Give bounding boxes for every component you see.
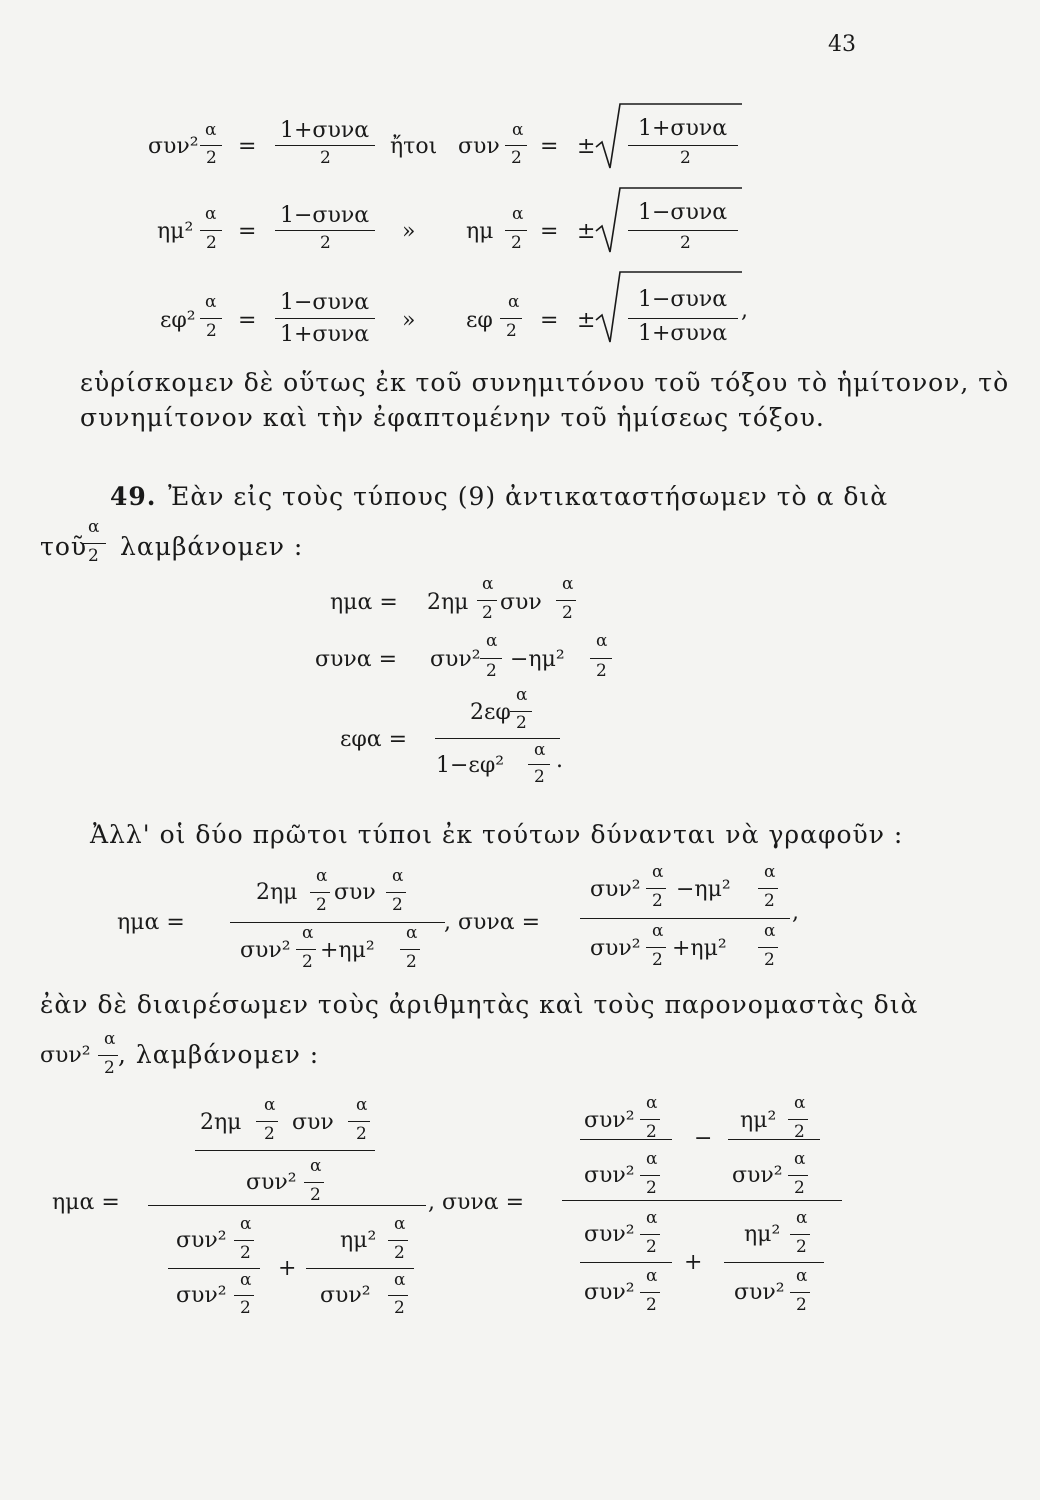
- frac-den: 2: [646, 1237, 657, 1257]
- fraction-bar: [510, 711, 532, 712]
- equals: =: [540, 219, 559, 244]
- fraction-bar: [480, 658, 502, 659]
- frac-den: 2: [534, 767, 545, 787]
- frac-den: 2: [482, 603, 493, 623]
- minus: −: [694, 1126, 713, 1151]
- fraction-bar: [788, 1175, 808, 1176]
- frac-den: 2: [796, 1295, 807, 1315]
- cos-sq: συν²: [584, 1108, 635, 1133]
- two-sin: 2ημ: [427, 590, 469, 615]
- frac-num: α: [264, 1095, 276, 1115]
- fraction-bar: [505, 145, 527, 146]
- frac-den: 2: [596, 661, 607, 681]
- fraction-bar: [388, 1295, 408, 1296]
- cos-sq: συν²: [240, 938, 291, 963]
- fraction-bar: [556, 600, 576, 601]
- cos-sq: συν²: [584, 1163, 635, 1188]
- frac-num: α: [794, 1093, 806, 1113]
- frac-num: α: [534, 740, 546, 760]
- two-sin: 2ημ: [200, 1110, 242, 1135]
- radicand-denominator: 2: [680, 148, 691, 168]
- frac-num: α: [205, 204, 217, 224]
- frac-den: 2: [394, 1243, 405, 1263]
- sin-a-lhs-3: ημα =: [52, 1190, 120, 1215]
- frac-den: 2: [646, 1178, 657, 1198]
- radicand-denominator: 1+συνα: [638, 321, 728, 346]
- hitoi-word: ἤτοι: [390, 134, 438, 159]
- fraction-bar: [477, 600, 497, 601]
- one-minus-tan-sq: 1−εφ²: [436, 753, 505, 778]
- frac-den: 2: [392, 895, 403, 915]
- denominator: 2: [320, 148, 331, 168]
- frac-num: α: [394, 1270, 406, 1290]
- fraction-bar: [640, 1175, 660, 1176]
- frac-num: α: [652, 921, 664, 941]
- fraction-bar: [256, 1121, 278, 1122]
- cos-sq-term: συν²: [430, 647, 481, 672]
- frac-den: 2: [796, 1237, 807, 1257]
- plus-minus: ±: [577, 219, 596, 244]
- frac-den: 2: [206, 233, 217, 253]
- frac-num: α: [88, 517, 100, 537]
- section-49-line-1: Ἐὰν εἰς τοὺς τύπους (9) ἀντικαταστήσωμεν τὸ α διὰ: [168, 482, 889, 511]
- frac-num: α: [205, 292, 217, 312]
- plus: +: [684, 1250, 703, 1275]
- fraction-bar: [580, 1262, 672, 1263]
- frac-num: α: [794, 1149, 806, 1169]
- fraction-bar: [275, 318, 375, 319]
- fraction-bar: [275, 230, 375, 231]
- frac-num: α: [482, 574, 494, 594]
- frac-den: 2: [240, 1243, 251, 1263]
- fraction-bar: [310, 892, 330, 893]
- fraction-bar: [788, 1119, 808, 1120]
- frac-den: 2: [88, 546, 99, 566]
- frac-den: 2: [394, 1298, 405, 1318]
- section-number: 49.: [110, 482, 157, 511]
- frac-den: 2: [794, 1178, 805, 1198]
- fraction-bar: [306, 1268, 414, 1269]
- cos-sq: συν²: [590, 877, 641, 902]
- cos-half: συν: [458, 134, 500, 159]
- fraction-bar: [758, 947, 778, 948]
- frac-den: 2: [240, 1298, 251, 1318]
- radicand-numerator: 1−συνα: [638, 287, 728, 312]
- fraction-bar: [790, 1234, 810, 1235]
- fraction-bar: [234, 1240, 254, 1241]
- frac-num: α: [764, 862, 776, 882]
- fraction-bar: [505, 230, 527, 231]
- fraction-bar: [348, 1121, 370, 1122]
- fraction-bar: [646, 888, 666, 889]
- frac-den: 2: [652, 891, 663, 911]
- frac-num: α: [652, 862, 664, 882]
- equals: =: [238, 308, 257, 333]
- fraction-bar: [98, 1055, 118, 1056]
- cos-sq: συν²: [320, 1283, 371, 1308]
- cos-sq: συν²: [584, 1222, 635, 1247]
- frac-den: 2: [511, 148, 522, 168]
- frac-num: α: [596, 631, 608, 651]
- plus: +: [278, 1256, 297, 1281]
- fraction-bar: [640, 1234, 660, 1235]
- minus-sin-sq: −ημ²: [510, 647, 565, 672]
- fraction-bar: [296, 949, 316, 950]
- frac-den: 2: [206, 148, 217, 168]
- frac-den: 2: [104, 1058, 115, 1078]
- section-49-tou: τοῦ: [40, 532, 88, 561]
- sin-a-lhs: ημα =: [330, 590, 398, 615]
- frac-den: 2: [264, 1124, 275, 1144]
- fraction-bar: [640, 1292, 660, 1293]
- frac-num: α: [796, 1266, 808, 1286]
- paragraph-3-line-1: ἐὰν δὲ διαιρέσωμεν τοὺς ἀριθμητὰς καὶ τοὺς παρονομαστὰς διὰ: [40, 990, 919, 1019]
- frac-den: 2: [310, 1185, 321, 1205]
- frac-num: α: [316, 866, 328, 886]
- frac-num: α: [512, 204, 524, 224]
- fraction-bar: [304, 1182, 324, 1183]
- frac-num: α: [302, 923, 314, 943]
- frac-den: 2: [764, 891, 775, 911]
- main-fraction-bar: [148, 1205, 426, 1206]
- main-fraction-bar: [435, 738, 560, 739]
- frac-den: 2: [562, 603, 573, 623]
- numerator: 1−συνα: [280, 203, 370, 228]
- paragraph-2: Ἀλλ' οἱ δύο πρῶτοι τύποι ἐκ τούτων δύνανται νὰ γραφοῦν :: [90, 820, 904, 849]
- frac-den: 2: [764, 950, 775, 970]
- frac-num: α: [796, 1208, 808, 1228]
- main-fraction-bar: [580, 918, 790, 919]
- equals: =: [238, 134, 257, 159]
- frac-num: α: [646, 1266, 658, 1286]
- radicand-numerator: 1+συνα: [638, 116, 728, 141]
- frac-den: 2: [794, 1122, 805, 1142]
- plus-sin-sq: +ημ²: [320, 938, 375, 963]
- cos-sq: συν²: [246, 1170, 297, 1195]
- frac-num: α: [512, 120, 524, 140]
- paragraph-3-line-2: , λαμβάνομεν :: [118, 1040, 320, 1069]
- cos-term: συν: [500, 590, 542, 615]
- frac-num: α: [486, 631, 498, 651]
- fraction-bar: [640, 1119, 660, 1120]
- two-tan: 2εφ: [470, 700, 511, 725]
- cos-sq: συν²: [176, 1283, 227, 1308]
- frac-num: α: [646, 1093, 658, 1113]
- frac-num: α: [104, 1029, 116, 1049]
- fraction-bar: [590, 658, 612, 659]
- frac-num: α: [516, 685, 528, 705]
- frac-num: α: [406, 923, 418, 943]
- comma: ,: [741, 298, 748, 323]
- cos-sq: συν²: [590, 936, 641, 961]
- sin-sq: ημ²: [340, 1228, 377, 1253]
- radicand-numerator: 1−συνα: [638, 200, 728, 225]
- page-number: 43: [828, 32, 856, 57]
- fraction-bar: [790, 1292, 810, 1293]
- fraction-bar: [200, 145, 222, 146]
- minus-sin-sq: −ημ²: [676, 877, 731, 902]
- tan-a-lhs: εφα =: [340, 727, 408, 752]
- tan-sq-lhs: εφ²: [160, 308, 196, 333]
- fraction-bar: [82, 543, 106, 544]
- section-49-lambanomen: λαμβάνομεν :: [120, 532, 304, 561]
- cos-term: συν: [292, 1110, 334, 1135]
- cos-a-lhs: συνα =: [315, 647, 398, 672]
- sin-sq: ημ²: [744, 1222, 781, 1247]
- sin-a-lhs-2: ημα =: [117, 910, 185, 935]
- frac-num: α: [240, 1270, 252, 1290]
- frac-num: α: [562, 574, 574, 594]
- fraction-bar: [400, 949, 420, 950]
- frac-den: 2: [406, 952, 417, 972]
- paragraph-1-line-2: συνημίτονον καὶ τὴν ἐφαπτομένην τοῦ ἡμίσεως τόξου.: [80, 403, 825, 432]
- tan-half: εφ: [466, 308, 493, 333]
- frac-num: α: [646, 1149, 658, 1169]
- frac-den: 2: [646, 1122, 657, 1142]
- frac-den: 2: [516, 713, 527, 733]
- numerator: 1+συνα: [280, 118, 370, 143]
- fraction-bar: [500, 318, 522, 319]
- cos-sq: συν²: [584, 1280, 635, 1305]
- main-fraction-bar: [562, 1200, 842, 1201]
- cos-sq: συν²: [176, 1228, 227, 1253]
- frac-num: α: [240, 1214, 252, 1234]
- fraction-bar: [758, 888, 778, 889]
- fraction-bar: [200, 230, 222, 231]
- frac-den: 2: [316, 895, 327, 915]
- sin-sq-lhs: ημ²: [157, 219, 194, 244]
- cos-a-lhs-2: , συνα =: [444, 910, 541, 935]
- inner-fraction-bar: [195, 1150, 375, 1151]
- fraction-bar: [234, 1295, 254, 1296]
- fraction-bar: [275, 145, 375, 146]
- plus-minus: ±: [577, 308, 596, 333]
- denominator: 2: [320, 233, 331, 253]
- sin-half: ημ: [466, 219, 494, 244]
- frac-den: 2: [302, 952, 313, 972]
- ditto-mark: »: [402, 219, 416, 244]
- cos-a-lhs-3: , συνα =: [428, 1190, 525, 1215]
- equals: =: [540, 308, 559, 333]
- frac-num: α: [394, 1214, 406, 1234]
- frac-den: 2: [646, 1295, 657, 1315]
- frac-den: 2: [356, 1124, 367, 1144]
- frac-den: 2: [652, 950, 663, 970]
- fraction-bar: [628, 318, 738, 319]
- fraction-bar: [628, 230, 738, 231]
- frac-den: 2: [486, 661, 497, 681]
- denominator: 1+συνα: [280, 322, 370, 347]
- equals: =: [238, 219, 257, 244]
- cos-sq: συν²: [40, 1043, 91, 1068]
- frac-num: α: [205, 120, 217, 140]
- numerator: 1−συνα: [280, 290, 370, 315]
- frac-den: 2: [511, 233, 522, 253]
- fraction-bar: [628, 145, 738, 146]
- cos-term: συν: [334, 880, 376, 905]
- fraction-bar: [388, 1240, 408, 1241]
- paragraph-1-line-1: εὑρίσκομεν δὲ οὕτως ἐκ τοῦ συνημιτόνου τοῦ τόξου τὸ ἡμίτονον, τὸ: [80, 368, 1010, 397]
- frac-num: α: [646, 1208, 658, 1228]
- frac-num: α: [764, 921, 776, 941]
- sin-sq: ημ²: [740, 1108, 777, 1133]
- plus-minus: ±: [577, 134, 596, 159]
- plus-sin-sq: +ημ²: [672, 936, 727, 961]
- radicand-denominator: 2: [680, 233, 691, 253]
- frac-den: 2: [206, 321, 217, 341]
- equals: =: [540, 134, 559, 159]
- cos-sq: συν²: [734, 1280, 785, 1305]
- fraction-bar: [386, 892, 406, 893]
- two-sin: 2ημ: [256, 880, 298, 905]
- fraction-bar: [528, 764, 550, 765]
- cos-sq: συν²: [732, 1163, 783, 1188]
- frac-num: α: [310, 1156, 322, 1176]
- frac-num: α: [392, 866, 404, 886]
- fraction-bar: [728, 1139, 820, 1140]
- fraction-bar: [724, 1262, 824, 1263]
- fraction-bar: [200, 318, 222, 319]
- frac-num: α: [356, 1095, 368, 1115]
- frac-num: α: [508, 292, 520, 312]
- period: .: [556, 748, 563, 773]
- frac-den: 2: [506, 321, 517, 341]
- comma: ,: [792, 900, 799, 925]
- cos-sq-lhs: συν²: [148, 134, 199, 159]
- fraction-bar: [646, 947, 666, 948]
- fraction-bar: [168, 1268, 260, 1269]
- ditto-mark: »: [402, 308, 416, 333]
- fraction-bar: [580, 1139, 672, 1140]
